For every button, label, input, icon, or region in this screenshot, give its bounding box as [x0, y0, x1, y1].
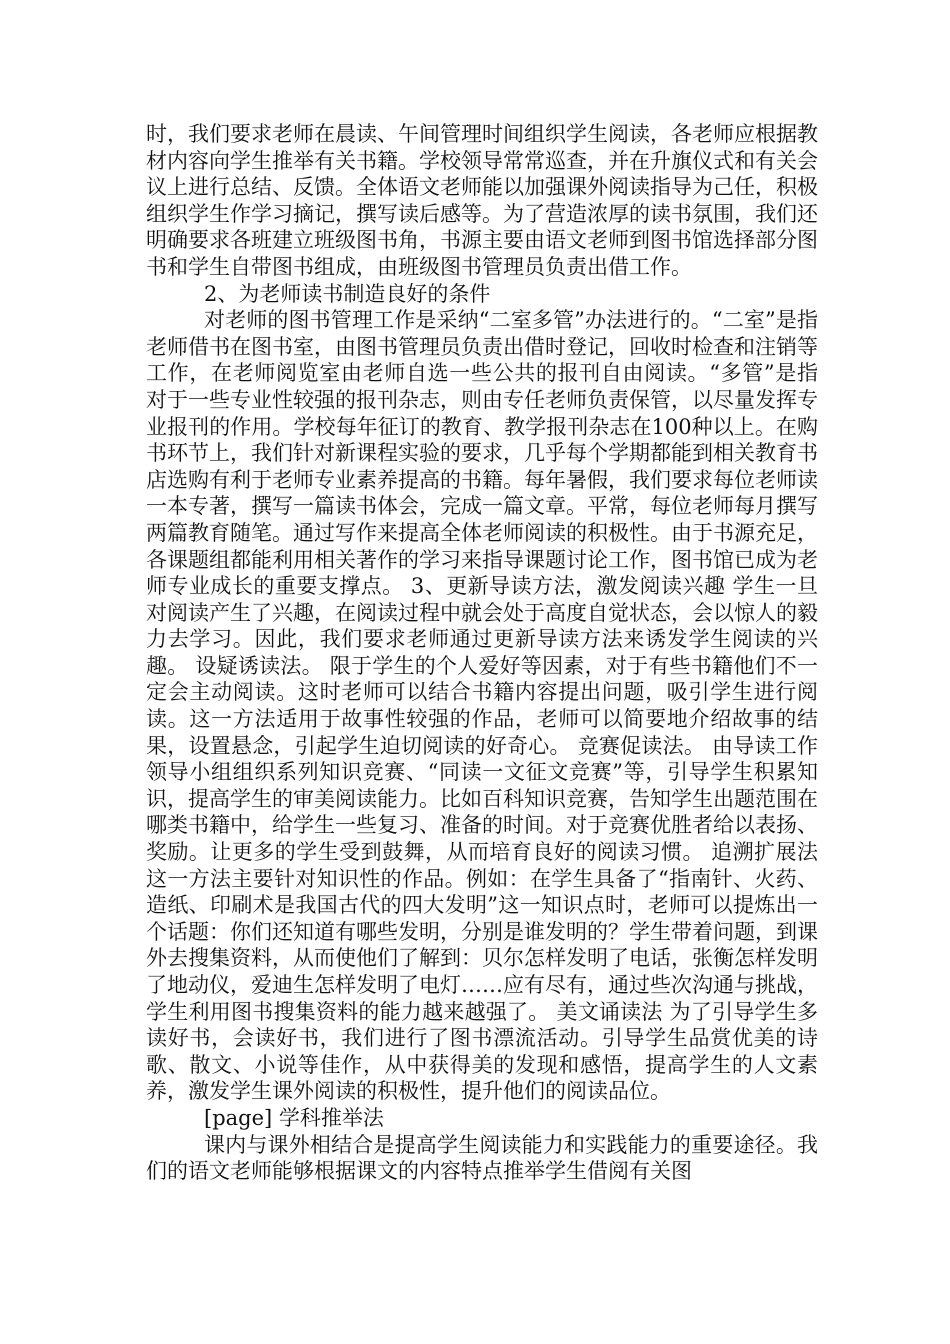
paragraph-teacher-library-management: 对老师的图书管理工作是采纳“二室多管”办法进行的。“二室”是指老师借书在图书室，由图书管理员负责出借时登记，回收时检查和注销等工作，在老师阅览室由老师自选一些公共的报刊自由阅读。“多管”是指对于一些专业性较强的报刊杂志，则由专任老师负责保管，以尽量发挥专业报刊的作用。学校每年征订的教育、教学报刊杂志在100种以上。在购书环节上，我们针对新课程实验的要求，几乎每个学期都能到相关教育书店选购有利于老师专业素养提高的书籍。每年暑假，我们要求每位老师读一本专著，撰写一篇读书体会，完成一篇文章。平常，每位老师每月撰写两篇教育随笔。通过写作来提高全体老师阅读的积极性。由于书源充足，各课题组都能利用相关著作的学习来指导课题讨论工作，图书馆已成为老师专业成长的重要支撑点。 3、更新导读方法，激发阅读兴趣 学生一旦对阅读产生了兴趣，在阅读过程中就会处于高度自觉状态，会以惊人的毅力去学习。因此，我们要求老师通过更新导读方法来诱发学生阅读的兴趣。 设疑诱读法。 限于学生的个人爱好等因素，对于有些书籍他们不一定会主动阅读。这时老师可以结合书籍内容提出问题，吸引学生进行阅读。这一方法适用于故事性较强的作品，老师可以简要地介绍故事的结果，设置悬念，引起学生迫切阅读的好奇心。 竞赛促读法。 由导读工作领导小组组织系列知识竞赛、“同读一文征文竞赛”等，引导学生积累知识，提高学生的审美阅读能力。比如百科知识竞赛，告知学生出题范围在哪类书籍中，给学生一些复习、准备的时间。对于竞赛优胜者给以表扬、奖励。让更多的学生受到鼓舞，从而培育良好的阅读习惯。 追溯扩展法 这一方法主要针对知识性的作品。例如：在学生具备了“指南针、火药、造纸、印刷术是我国古代的四大发明”这一知识点时，老师可以提炼出一个话题：你们还知道有哪些发明，分别是谁发明的？学生带着问题，到课外去搜集资料，从而使他们了解到：贝尔怎样发明了电话，张衡怎样发明了地动仪，爱迪生怎样发明了电灯……应有尽有，通过些次沟通与挑战，学生利用图书搜集资料的能力越来越强了。 美文诵读法 为了引导学生多读好书，会读好书，我们进行了图书漂流活动。引导学生品赏优美的诗歌、散文、小说等佳作，从中获得美的发现和感悟，提高学生的人文素养，激发学生课外阅读的积极性，提升他们的阅读品位。	[146, 308, 818, 1104]
document-body	[146, 121, 818, 1185]
heading-subject-recommendation: [page] 学科推举法	[204, 1105, 384, 1130]
heading-teacher-reading-conditions: 2、为老师读书制造良好的条件	[204, 281, 491, 306]
paragraph-classroom-integration: 课内与课外相结合是提高学生阅读能力和实践能力的重要途径。我们的语文老师能够根据课文的内容特点推举学生借阅有关图	[146, 1132, 818, 1184]
paragraph-reading-organization: 时，我们要求老师在晨读、午间管理时间组织学生阅读，各老师应根据教材内容向学生推举有关书籍。学校领导常常巡查，并在升旗仪式和有关会议上进行总结、反馈。全体语文老师能以加强课外阅读指导为己任，积极组织学生作学习摘记，撰写读后感等。为了营造浓厚的读书氛围，我们还明确要求各班建立班级图书角，书源主要由语文老师到图书馆选择部分图书和学生自带图书组成，由班级图书管理员负责出借工作。	[146, 122, 818, 279]
